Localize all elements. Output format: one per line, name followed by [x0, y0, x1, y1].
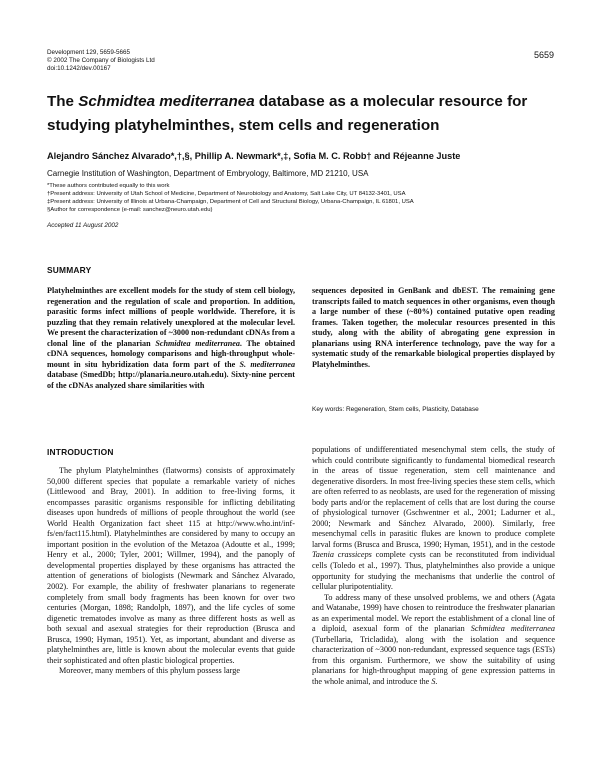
abstract-right-column: sequences deposited in GenBank and dbEST. The remaining gene transcripts failed to match sequences in other organisms, even though a large number of these (~80%) contained putative open reading frames. Taken together, the molecular resources presented in this study, along with the ability of abrogating gene expression in planarians using RNA interference technology, pave the way for a systematic study of the remarkable biological properties displayed by Platyhelminthes.: [312, 286, 555, 369]
journal-line: Development 129, 5659-5665: [47, 49, 130, 56]
journal-citation: [47, 49, 155, 73]
species-name: Schmidtea mediterranea: [470, 624, 556, 634]
journal-line: © 2002 The Company of Biologists Ltd: [47, 57, 155, 64]
species-name: Taenia crassiceps: [312, 550, 372, 560]
abstract-text: Platyhelminthes are excellent models for the study of stem cell biology, regeneration and the regulation of scale and proportion. In addition, parasitic forms infect millions of people worldwide. Therefore, it is puzzling that they remain relatively unexplored at the molecular level. We present the characterization of ~3000 non-redundant cDNAs from a clonal line of the planarian: [47, 286, 295, 348]
paragraph-text: To address many of these unsolved problems, we and others (Agata and Watanabe, 1999) have chosen to reintroduce the freshwater planarian as an experimental model. We report the establishment of a clonal line of a diploid, asexual form of the planarian: [312, 592, 555, 634]
author-note: ‡Present address: University of Illinois at Urbana-Champaign, Department of Cell and Structural Biology, Urbana-Champaign, IL 61801, USA: [47, 199, 414, 205]
paragraph: [312, 593, 555, 688]
page-number: 5659: [534, 50, 555, 60]
body-left-column: [47, 466, 295, 677]
paragraph-text: populations of undifferentiated mesenchymal stem cells, the study of which could contribute significantly to fundamental biomedical research in the areas of tissue regeneration, stem cell maintenance and degenerative disorders. In most free-living species these stem cells, which are often referred to as neoblasts, are used for the regeneration of missing body parts and/or the replacement of cells that are lost during the course of physiological turnover (Gschwentner et al., 2001; Ladurner et al., 2000; Newmark and Sánchez Alvarado, 2000). Similarly, free mesenchymal cells in parasitic flukes are known to produce complete larval forms (Brusca and Brusca, 1990; Hyman, 1951), and in the cestode: [312, 445, 555, 549]
keywords: Key words: Regeneration, Stem cells, Plasticity, Database: [312, 406, 479, 413]
author-list: Alejandro Sánchez Alvarado*,†,§, Phillip A. Newmark*,‡, Sofia M. C. Robb† and Réjeanne Juste: [47, 151, 461, 161]
accepted-date: Accepted 11 August 2002: [47, 222, 119, 229]
species-name: S.: [431, 677, 438, 687]
author-note: *These authors contributed equally to this work: [47, 183, 170, 189]
author-note: §Author for correspondence (e-mail: sanchez@neuro.utah.edu): [47, 207, 213, 213]
journal-line: doi:10.1242/dev.00167: [47, 65, 111, 72]
affiliation: Carnegie Institution of Washington, Department of Embryology, Baltimore, MD 21210, USA: [47, 169, 369, 178]
abstract-species: Schmidtea mediterranea: [155, 338, 240, 348]
abstract-species: S. mediterranea: [239, 359, 296, 369]
title-prefix: The: [47, 93, 79, 110]
paragraph: [312, 445, 555, 593]
paragraph: Moreover, many members of this phylum possess large: [59, 666, 240, 676]
abstract-left-column: [47, 286, 295, 391]
paragraph-text: (Turbellaria, Tricladida), along with the isolation and sequence characterization of ~3000 non-redundant, expressed sequence tags (ESTs) from this organism. Furthermore, we show the suitability of using planarians for high-throughput mapping of gene expression patterns in the whole animal, and introduce the: [312, 634, 555, 687]
introduction-heading: INTRODUCTION: [47, 447, 114, 457]
author-note: †Present address: University of Utah School of Medicine, Department of Neurobiology and Anatomy, Salt Lake City, UT 84132-3401, USA: [47, 191, 406, 197]
abstract-text: . The obtained cDNA sequences, homology comparisons and high-throughput whole-mount in situ hybridization data form part of the: [47, 338, 295, 369]
summary-heading: SUMMARY: [47, 265, 92, 275]
title-species: Schmidtea mediterranea: [78, 93, 255, 110]
paragraph-text: complete cysts can be reconstituted from individual cells (Toledo et al., 1997). Thus, platyhelminthes also provide a unique opportunity for studying the mechanisms that underlie the control of cellular pluripotentiality.: [312, 550, 555, 592]
author-notes: [47, 182, 414, 214]
body-right-column: [312, 445, 555, 688]
title-suffix: database as a molecular resource for studying platyhelminthes, stem cells and regeneration: [47, 93, 528, 134]
paragraph: The phylum Platyhelminthes (flatworms) consists of approximately 50,000 different species that populate a remarkable variety of niches (Littlewood and Bray, 2001). In addition to free-living forms, it encompasses parasitic organisms responsible for inflicting debilitating diseases upon hundreds of millions of people throughout the world (see World Health Organization fact sheet 115 at http://www.who.int/inf-fs/en/fact115.html). Platyhelminthes are considered by many to occupy an important position in the evolution of the Metazoa (Adoutte et al., 1999; Henry et al., 2000; Tyler, 2001; Willmer, 1994), and the panoply of developmental properties displayed by these organisms has attracted the attention of generations of biologists (Newmark and Sánchez Alvarado, 2002). For example, the ability of freshwater planarians to regenerate completely from small body fragments has been known for over two centuries (Morgan, 1898; Randolph, 1897), and the life cycles of some digenetic trematodes involve as many as three different hosts as well as both sexual and asexual strategies for their reproduction (Brusca and Brusca, 1990; Hyman, 1951). Yet, as important, abundant and diverse as platyhelminthes are, little is known about the molecular events that guide their sophisticated and often plastic biological properties.: [47, 466, 295, 665]
paper-title: [47, 90, 562, 138]
abstract-text: database (SmedDb; http://planaria.neuro.utah.edu). Sixty-nine percent of the cDNAs analyzed share similarities with: [47, 370, 295, 390]
